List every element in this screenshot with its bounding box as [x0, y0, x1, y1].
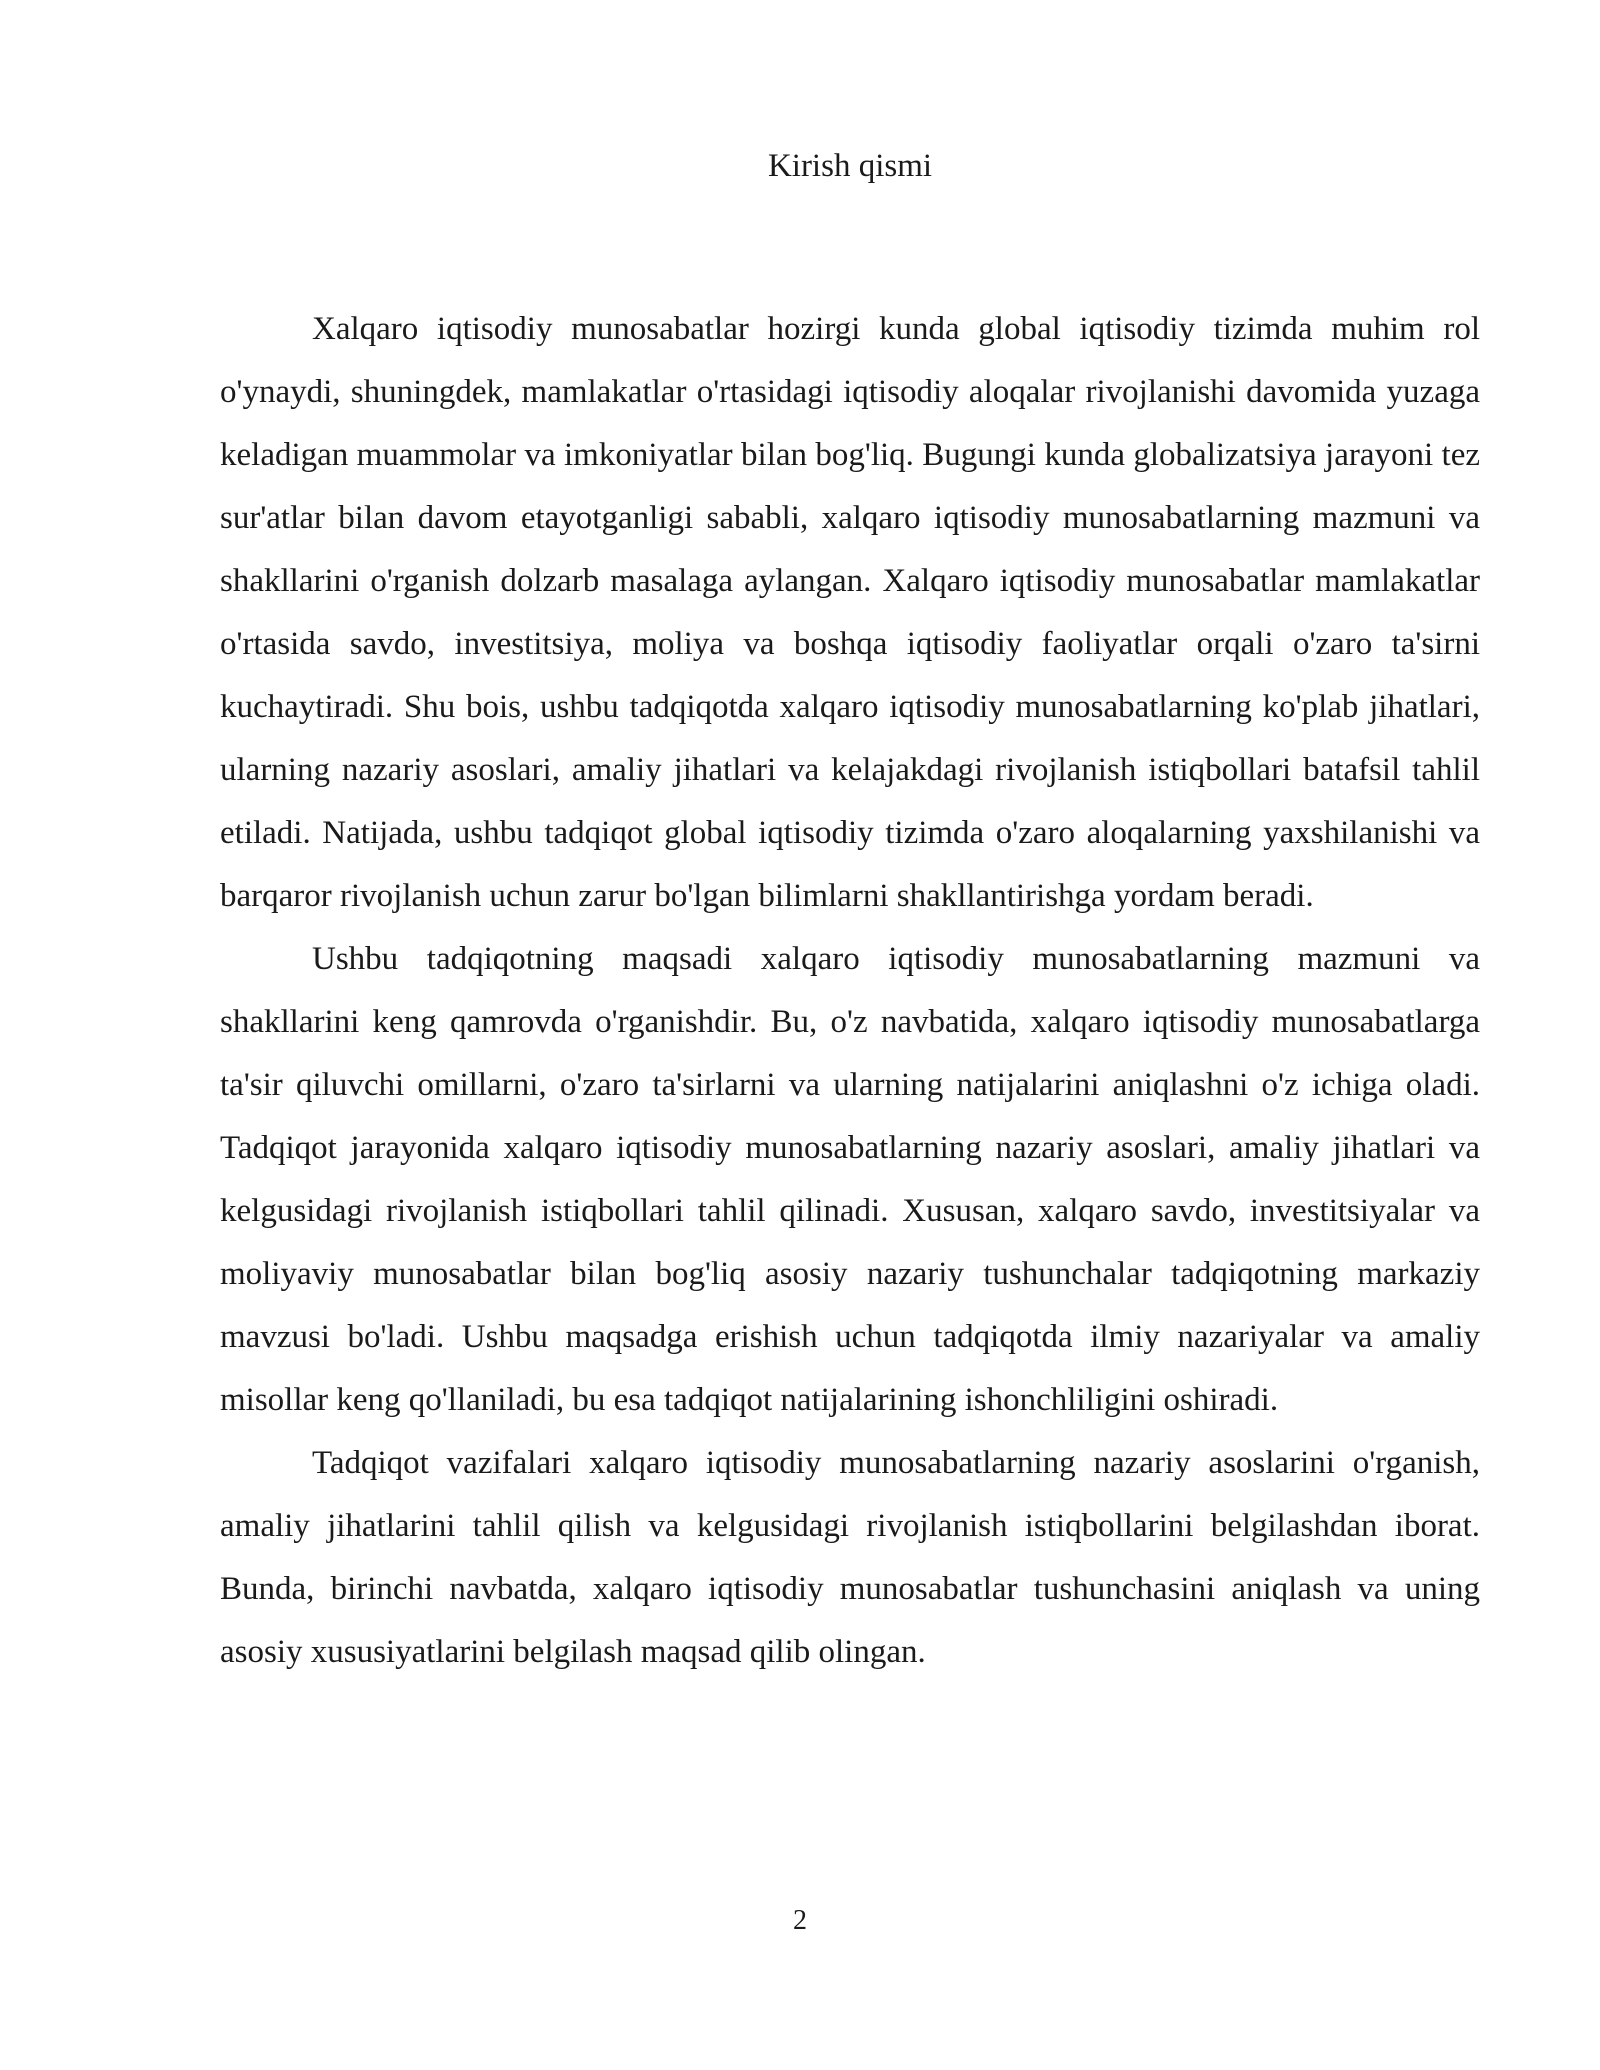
- body-text: [220, 298, 1480, 1684]
- page-number: 2: [793, 1905, 807, 1936]
- page-title: Kirish qismi: [767, 148, 933, 184]
- paragraph-2: Ushbu tadqiqotning maqsadi xalqaro iqtisodiy munosabatlarning mazmuni va shakllarini keng qamrovda o'rganishdir. Bu, o'z navbatida, xalqaro iqtisodiy munosabatlarga ta'sir qiluvchi omillarni, o'zaro ta'sirlarni va ularning natijalarini aniqlashni o'z ichiga oladi. Tadqiqot jarayonida xalqaro iqtisodiy munosabatlarning nazariy asoslari, amaliy jihatlari va kelgusidagi rivojlanish istiqbollari tahlil qilinadi. Xususan, xalqaro savdo, investitsiyalar va moliyaviy munosabatlar bilan bog'liq asosiy nazariy tushunchalar tadqiqotning markaziy mavzusi bo'ladi. Ushbu maqsadga erishish uchun tadqiqotda ilmiy nazariyalar va amaliy misollar keng qo'llaniladi, bu esa tadqiqot natijalarining ishonchliligini oshiradi.: [220, 941, 1480, 1418]
- paragraph-1: Xalqaro iqtisodiy munosabatlar hozirgi kunda global iqtisodiy tizimda muhim rol o'ynaydi, shuningdek, mamlakatlar o'rtasidagi iqtisodiy aloqalar rivojlanishi davomida yuzaga keladigan muammolar va imkoniyatlar bilan bog'liq. Bugungi kunda globalizatsiya jarayoni tez sur'atlar bilan davom etayotganligi sababli, xalqaro iqtisodiy munosabatlarning mazmuni va shakllarini o'rganish dolzarb masalaga aylangan. Xalqaro iqtisodiy munosabatlar mamlakatlar o'rtasida savdo, investitsiya, moliya va boshqa iqtisodiy faoliyatlar orqali o'zaro ta'sirni kuchaytiradi. Shu bois, ushbu tadqiqotda xalqaro iqtisodiy munosabatlarning ko'plab jihatlari, ularning nazariy asoslari, amaliy jihatlari va kelajakdagi rivojlanish istiqbollari batafsil tahlil etiladi. Natijada, ushbu tadqiqot global iqtisodiy tizimda o'zaro aloqalarning yaxshilanishi va barqaror rivojlanish uchun zarur bo'lgan bilimlarni shakllantirishga yordam beradi.: [220, 311, 1480, 914]
- paragraph-3: Tadqiqot vazifalari xalqaro iqtisodiy munosabatlarning nazariy asoslarini o'rganish, amaliy jihatlarini tahlil qilish va kelgusidagi rivojlanish istiqbollarini belgilashdan iborat. Bunda, birinchi navbatda, xalqaro iqtisodiy munosabatlar tushunchasini aniqlash va uning asosiy xususiyatlarini belgilash maqsad qilib olingan.: [220, 1445, 1480, 1670]
